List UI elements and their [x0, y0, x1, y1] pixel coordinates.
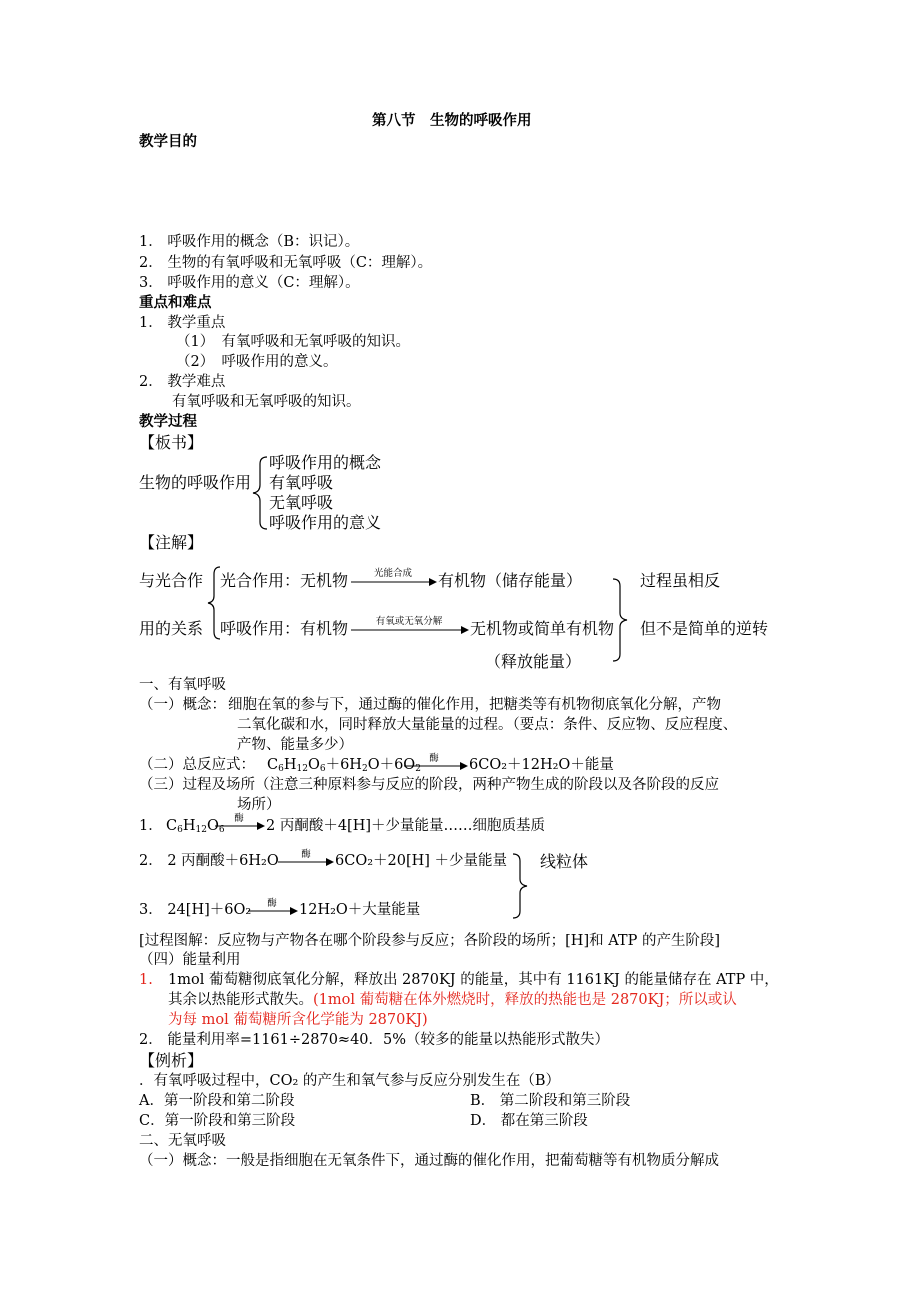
process-line: 场所）	[237, 797, 281, 813]
step2-left: 2． 2 丙酮酸＋6H₂O	[139, 853, 279, 869]
board-item: 呼吸作用的概念	[269, 453, 382, 472]
board-item: 呼吸作用的意义	[269, 513, 382, 532]
enzyme-label: 酶	[234, 813, 244, 824]
anaerobic-heading: 二、无氧呼吸	[139, 1133, 226, 1149]
energy-item-line: 1mol 葡萄糖彻底氧化分解，释放出 2870KJ 的能量，其中有 1161KJ 的能量储存在 ATP 中，	[168, 972, 779, 988]
step3-arrow	[248, 894, 298, 918]
equation-left: $C_6H_{12}O_6+6H_2O+6O_2$	[267, 757, 421, 774]
notes-right-line: 过程虽相反	[640, 571, 721, 590]
process-line: （三）过程及场所（注意三种原料参与反应的阶段，两种产物生成的阶段以及各阶段的反应	[139, 777, 719, 793]
step3-result: 12H₂O＋大量能量	[299, 902, 421, 918]
enzyme-label: 酶	[429, 753, 439, 764]
step1-prefix: 1．	[139, 818, 163, 834]
page-title: 第八节 生物的呼吸作用	[372, 113, 532, 129]
step1-reactant: $C_6H_{12}O_6$	[166, 818, 225, 835]
equation-label: （二）总反应式：	[139, 757, 255, 773]
resp-label: 呼吸作用：有机物	[220, 619, 349, 638]
photo-result: 有机物（储存能量）	[438, 571, 583, 590]
enzyme-label: 酶	[301, 849, 311, 860]
objective-item: 2． 生物的有氧呼吸和无氧呼吸（C：理解）。	[139, 255, 433, 271]
focus-label: 1． 教学重点	[139, 315, 226, 331]
objectives-heading: 教学目的	[139, 134, 197, 150]
difficulty-item: 有氧呼吸和无氧呼吸的知识。	[172, 394, 361, 410]
photo-label: 光合作用：无机物	[220, 571, 349, 590]
concept-label: （一）概念：	[139, 697, 226, 713]
photo-arrow-label: 光能合成	[373, 568, 413, 579]
process-heading: 教学过程	[139, 414, 197, 430]
focus-item: （2） 呼吸作用的意义。	[176, 354, 338, 370]
mitochondria-label: 线粒体	[540, 852, 589, 871]
enzyme-label: 酶	[267, 898, 277, 909]
key-points-heading: 重点和难点	[139, 295, 212, 311]
energy-item: 2． 能量利用率=1161÷2870≈40．5%（较多的能量以热能形式散失）	[139, 1032, 610, 1048]
difficulty-label: 2． 教学难点	[139, 374, 226, 390]
example-question: ．有氧呼吸过程中，CO₂ 的产生和氧气参与反应分别发生在（B）	[139, 1073, 561, 1089]
energy-item-text: 其余以热能形式散失。	[168, 992, 313, 1008]
equation-arrow	[404, 749, 468, 773]
objective-item: 1． 呼吸作用的概念（B：识记）。	[139, 234, 360, 250]
step1-result: 2 丙酮酸＋4[H]＋少量能量……细胞质基质	[266, 818, 546, 834]
photo-arrow	[351, 565, 437, 589]
example-option: A．第一阶段和第二阶段	[139, 1093, 295, 1109]
energy-item-line	[168, 992, 737, 1009]
board-root: 生物的呼吸作用	[139, 473, 252, 492]
step1-arrow	[215, 809, 265, 833]
concept-line: 细胞在氧的参与下，通过酶的催化作用，把糖类等有机物彻底氧化分解，产物	[228, 697, 721, 713]
board-item: 无氧呼吸	[269, 493, 334, 512]
example-option: C．第一阶段和第三阶段	[139, 1113, 296, 1129]
objective-item: 3． 呼吸作用的意义（C：理解）。	[139, 275, 360, 291]
resp-result: 无机物或简单有机物	[470, 619, 615, 638]
board-heading: 【板书】	[139, 433, 204, 452]
brace-icon	[251, 455, 269, 531]
concept-line: 二氧化碳和水，同时释放大量能量的过程。（要点：条件、反应物、反应程度、	[237, 717, 738, 733]
energy-item-note: (1mol 葡萄糖在体外燃烧时，释放的热能也是 2870KJ；所以或认	[313, 992, 737, 1008]
notes-left-line: 与光合作	[139, 571, 204, 590]
step2-arrow	[278, 845, 334, 869]
energy-heading: （四）能量利用	[139, 952, 241, 968]
right-brace-icon	[611, 577, 629, 663]
notes-left-line: 用的关系	[139, 619, 204, 638]
notes-heading: 【注解】	[139, 533, 204, 552]
equation-right: 6CO₂＋12H₂O＋能量	[469, 757, 614, 773]
resp-arrow	[351, 613, 469, 637]
energy-item-note: 为每 mol 葡萄糖所含化学能为 2870KJ)	[168, 1012, 428, 1028]
anaerobic-concept: （一）概念：一般是指细胞在无氧条件下，通过酶的催化作用，把葡萄糖等有机物质分解成	[139, 1153, 719, 1169]
example-heading: 【例析】	[139, 1051, 204, 1070]
right-brace-icon	[511, 852, 529, 920]
board-item: 有氧呼吸	[269, 473, 334, 492]
step2-result: 6CO₂＋20[H] ＋少量能量	[335, 853, 508, 869]
resp-release: （释放能量）	[485, 652, 582, 671]
example-option: D． 都在第三阶段	[470, 1113, 588, 1129]
focus-item: （1） 有氧呼吸和无氧呼吸的知识。	[176, 334, 410, 350]
concept-line: 产物、能量多少）	[237, 737, 353, 753]
example-option: B． 第二阶段和第三阶段	[470, 1093, 631, 1109]
diagram-note: [过程图解：反应物与产物各在哪个阶段参与反应；各阶段的场所；[H]和 ATP 的产生阶段]	[139, 933, 721, 949]
step3-left: 3． 24[H]＋6O₂	[139, 902, 252, 918]
aerobic-heading: 一、有氧呼吸	[139, 677, 226, 693]
notes-right-line: 但不是简单的逆转	[640, 619, 769, 638]
resp-arrow-label: 有氧或无氧分解	[375, 616, 443, 627]
energy-item-number: 1.	[139, 972, 153, 988]
